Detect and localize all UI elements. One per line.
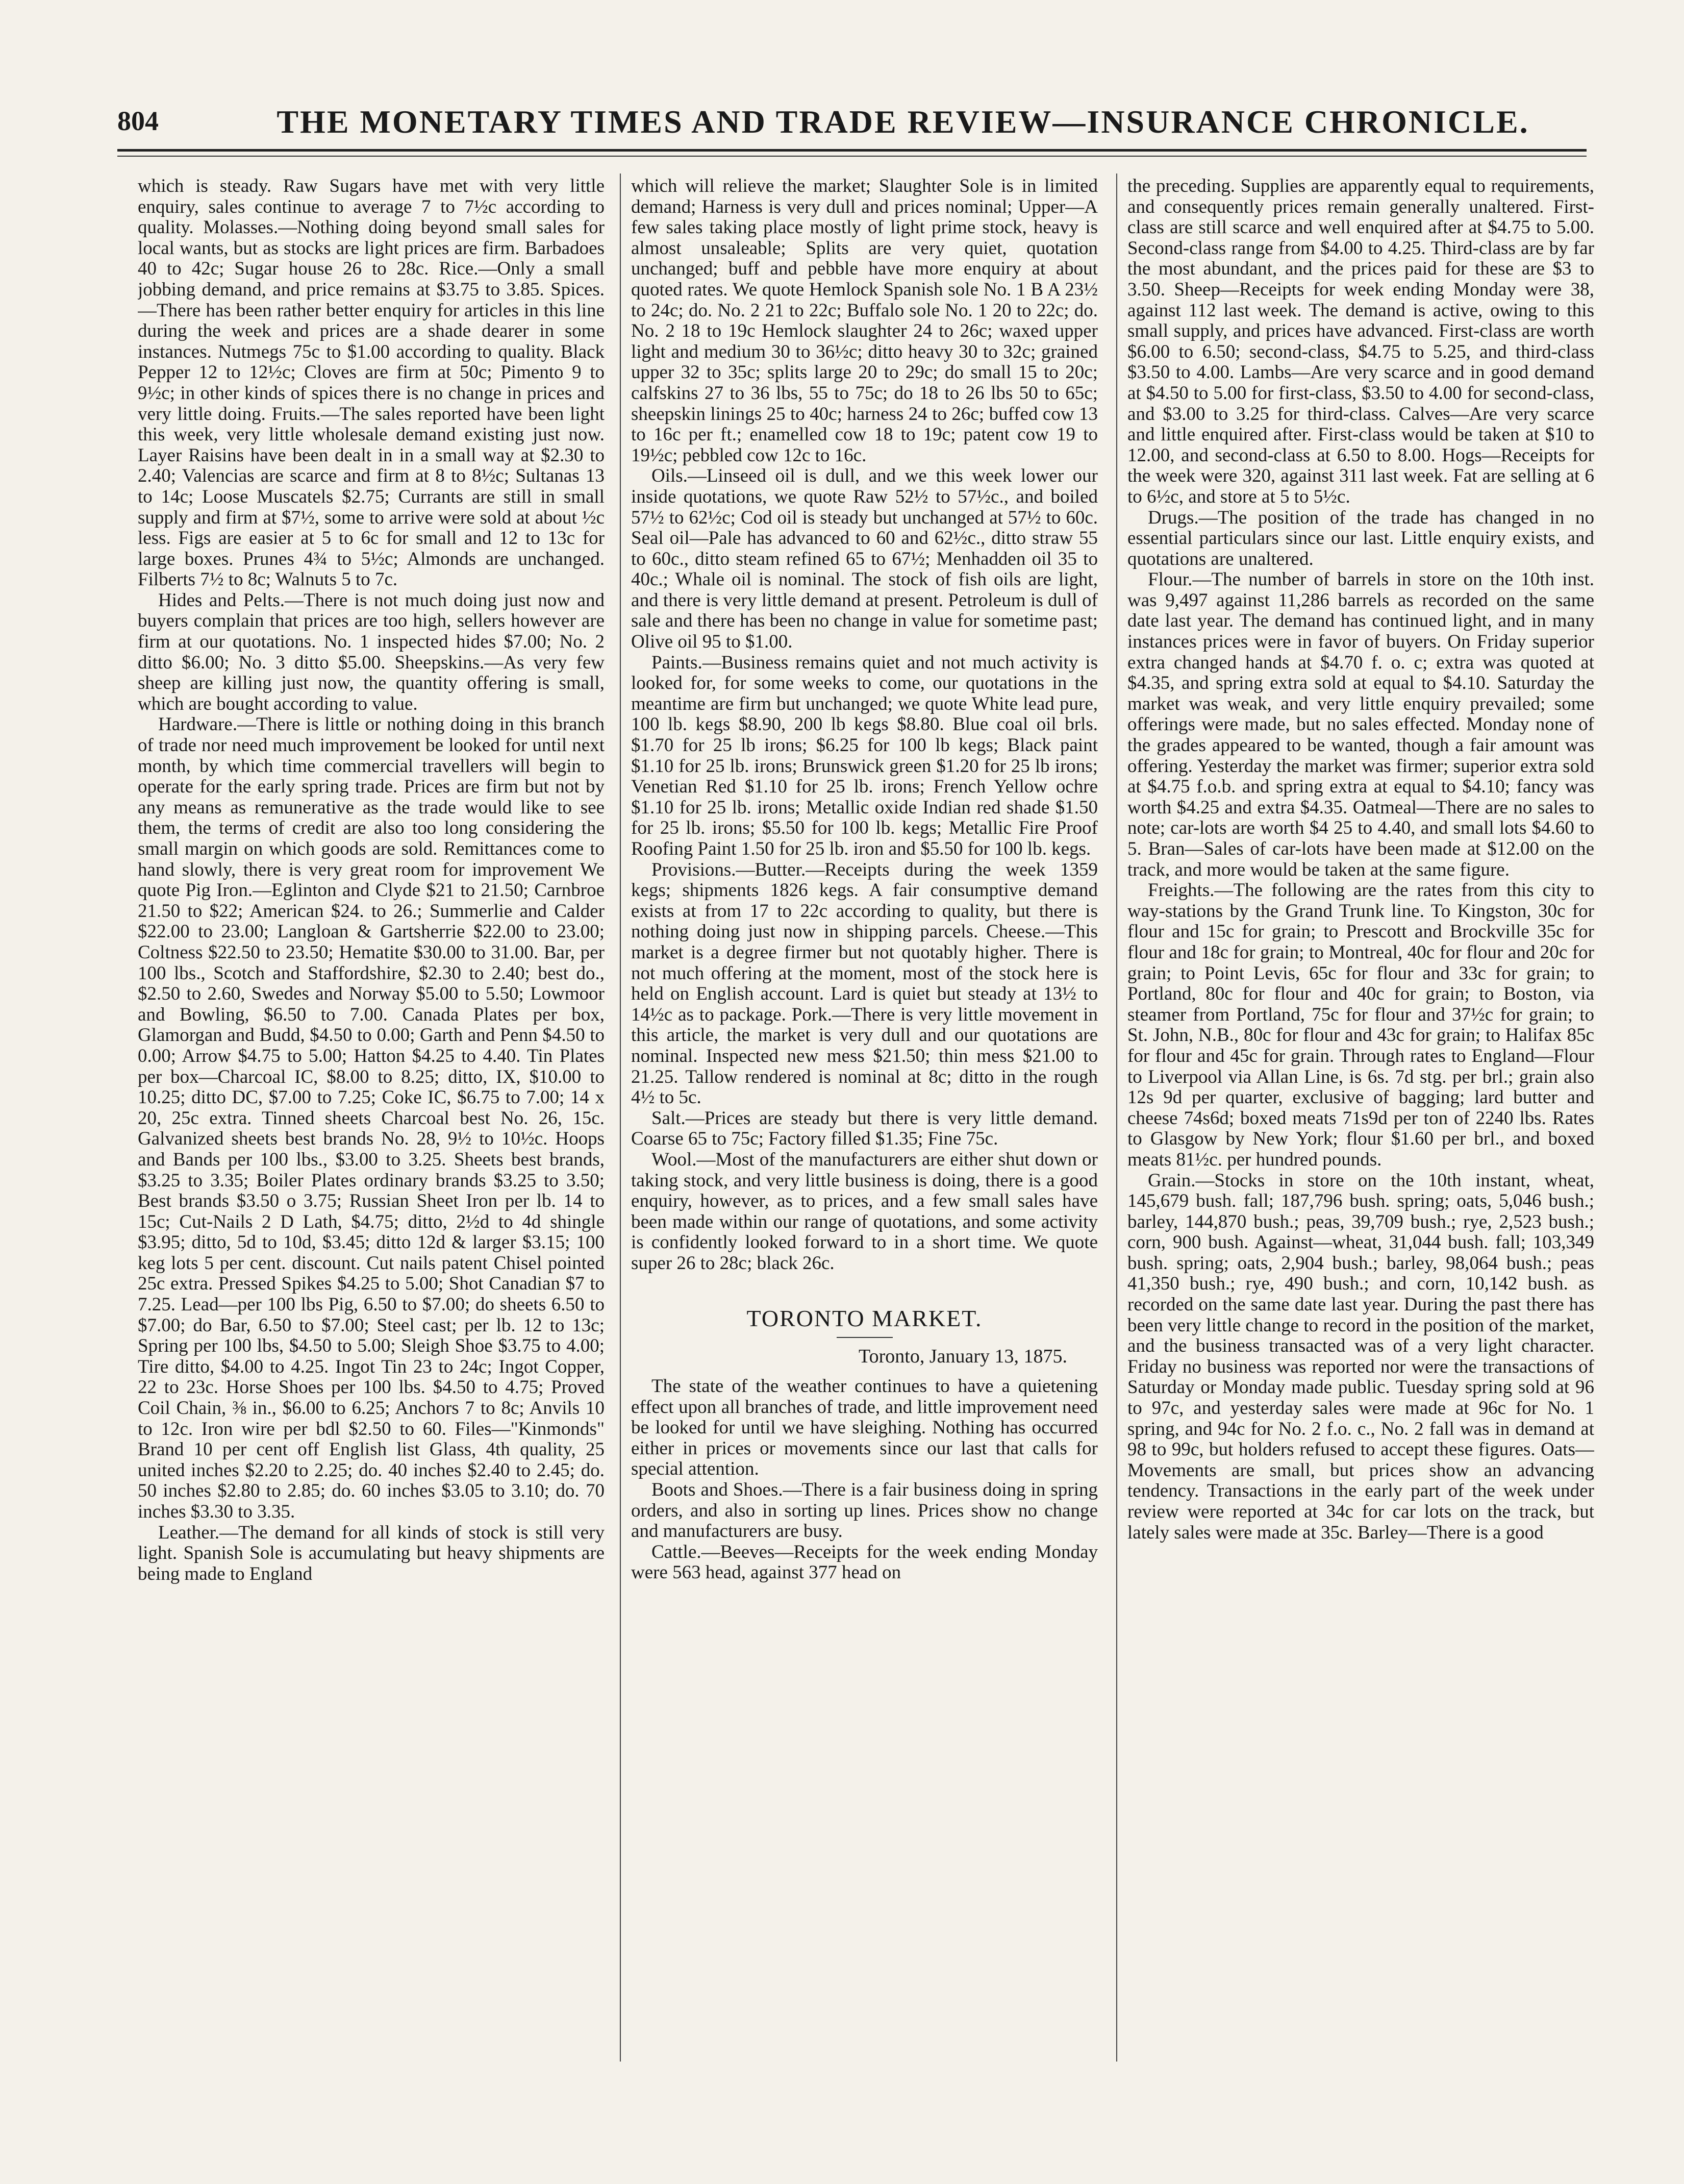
- column-divider: [1116, 173, 1117, 2062]
- page-number: 804: [117, 106, 159, 136]
- page-header: [117, 100, 1581, 141]
- running-head: THE MONETARY TIMES AND TRADE REVIEW—INSURANCE CHRONICLE.: [277, 104, 1529, 140]
- column-2: [631, 176, 1098, 2054]
- paragraph: Cattle.—Beeves—Receipts for the week ending Monday were 563 head, against 377 head on: [631, 1541, 1098, 1583]
- paragraph: Leather.—The demand for all kinds of stock is still very light. Spanish Sole is accumulating but heavy shipments are being made to England: [138, 1522, 605, 1584]
- column-1: [138, 176, 605, 2054]
- paragraph: Paints.—Business remains quiet and not much activity is looked for, for some weeks to come, our quotations in the meantime are firm but unchanged; we quote White lead pure, 100 lb. kegs $8.90, 200 lb kegs $8.80. Blue coal oil brls. $1.70 for 25 lb irons; $6.25 for 100 lb kegs; Black paint $1.10 for 25 lb. irons; Brunswick green $1.20 for 25 lb irons; Venetian Red $1.10 for 25 lb. irons; French Yellow ochre $1.10 for 25 lb. irons; Metallic oxide Indian red shade $1.50 for 25 lb. irons; $5.50 for 100 lb. kegs; Metallic Fire Proof Roofing Paint 1.50 for 25 lb. iron and $5.50 for 100 lb. kegs.: [631, 652, 1098, 859]
- paragraph: The state of the weather continues to have a quietening effect upon all branches of trade, and little improvement need be looked for until we have sleighing. Nothing has occurred either in prices or movements since our last that calls for special attention.: [631, 1376, 1098, 1480]
- paragraph: Hardware.—There is little or nothing doing in this branch of trade nor need much improvement be looked for until next month, by which time commercial travellers will begin to operate for the early spring trade. Prices are firm but not by any means as remunerative as the trade would like to see them, the terms of credit are also too long considering the small margin on which goods are sold. Remittances come to hand slowly, there is very great room for improvement We quote Pig Iron.—Eglinton and Clyde $21 to 21.50; Carnbroe 21.50 to $22; American $24. to 26.; Summerlie and Calder $22.00 to 23.00; Langloan & Gartsherrie $22.00 to 23.00; Coltness $22.50 to 23.50; Hematite $30.00 to 31.00. Bar, per 100 lbs., Scotch and Staffordshire, $2.30 to 2.40; best do., $2.50 to 2.60, Swedes and Norway $5.00 to 5.50; Lowmoor and Bowling, $6.50 to 7.00. Canada Plates per box, Glamorgan and Budd, $4.50 to 0.00; Garth and Penn $4.50 to 0.00; Arrow $4.75 to 5.00; Hatton $4.25 to 4.40. Tin Plates per box—Charcoal IC, $8.00 to 8.25; ditto, IX, $10.00 to 10.25; ditto DC, $7.00 to 7.25; Coke IC, $6.75 to 7.00; 14 x 20, 25c extra. Tinned sheets Charcoal best No. 26, 15c. Galvanized sheets best brands No. 28, 9½ to 10½c. Hoops and Bands per 100 lbs., $3.00 to 3.25. Sheets best brands, $3.25 to 3.35; Boiler Plates ordinary brands $3.25 to 3.50; Best brands $3.50 o 3.75; Russian Sheet Iron per lb. 14 to 15c; Cut-Nails 2 D Lath, $4.75; ditto, 2½d to 4d shingle $3.95; ditto, 5d to 10d, $3.45; ditto 12d & larger $3.15; 100 keg lots 5 per cent. discount. Cut nails patent Chisel pointed 25c extra. Pressed Spikes $4.25 to 5.00; Shot Canadian $7 to 7.25. Lead—per 100 lbs Pig, 6.50 to $7.00; do sheets 6.50 to $7.00; do Bar, 6.50 to $7.00; Steel cast; per lb. 12 to 13c; Spring per 100 lbs, $4.50 to 5.00; Sleigh Shoe $3.75 to 4.00; Tire ditto, $4.00 to 4.25. Ingot Tin 23 to 24c; Ingot Copper, 22 to 23c. Horse Shoes per 100 lbs. $4.50 to 4.75; Proved Coil Chain, ⅜ in., $6.00 to 6.25; Anchors 7 to 8c; Anvils 10 to 12c. Iron wire per bdl $2.50 to 60. Files—"Kinmonds" Brand 10 per cent off English list Glass, 4th quality, 25 united inches $2.20 to 2.25; do. 40 inches $2.40 to 2.45; do. 50 inches $2.80 to 2.85; do. 60 inches $3.05 to 3.10; do. 70 inches $3.30 to 3.35.: [138, 714, 605, 1522]
- paragraph: Oils.—Linseed oil is dull, and we this week lower our inside quotations, we quote Raw 52½ to 57½c., and boiled 57½ to 62½c; Cod oil is steady but unchanged at 57½ to 60c. Seal oil—Pale has advanced to 60 and 62½c., ditto straw 55 to 60c., ditto steam refined 65 to 67½; Menhadden oil 35 to 40c.; Whale oil is nominal. The stock of fish oils are light, and there is very little demand at present. Petroleum is dull of sale and there has been no change in value for sometime past; Olive oil 95 to $1.00.: [631, 465, 1098, 653]
- paragraph: Flour.—The number of barrels in store on the 10th inst. was 9,497 against 11,286 barrels as recorded on the same date last year. The demand has continued light, and in many instances prices were in favor of buyers. On Friday superior extra changed hands at $4.70 f. o. c; extra was quoted at $4.35, and spring extra sold at equal to $4.10. Saturday the market was weak, and very little enquiry prevailed; some offerings were made, but no sales effected. Monday none of the grades appeared to be wanted, though a fair amount was offering. Yesterday the market was firmer; superior extra sold at $4.75 f.o.b. and spring extra at equal to $4.10; fancy was worth $4.25 and extra $4.35. Oatmeal—There are no sales to note; car-lots are worth $4 25 to 4.40, and small lots $4.60 to 5. Bran—Sales of car-lots have been made at $12.00 on the track, and more would be taken at the same figure.: [1127, 569, 1594, 880]
- header-rule: [117, 149, 1587, 152]
- paragraph: the preceding. Supplies are apparently equal to requirements, and consequently prices remain generally unaltered. First-class are still scarce and well enquired after at $4.75 to 5.00. Second-class range from $4.00 to 4.25. Third-class are by far the most abundant, and the prices paid for these are $3 to 3.50. Sheep—Receipts for week ending Monday were 38, against 112 last week. The demand is active, owing to this small supply, and prices have advanced. First-class are worth $6.00 to 6.50; second-class, $4.75 to 5.25, and third-class $3.50 to 4.00. Lambs—Are very scarce and in good demand at $4.50 to 5.00 for first-class, $3.50 to 4.00 for second-class, and $3.00 to 3.25 for third-class. Calves—Are very scarce and little enquired after. First-class would be taken at $10 to 12.00, and second-class at 6.50 to 8.00. Hogs—Receipts for the week were 320, against 311 last week. Fat are selling at 6 to 6½c, and store at 5 to 5½c.: [1127, 176, 1594, 507]
- paragraph: Boots and Shoes.—There is a fair business doing in spring orders, and also in sorting up lines. Prices show no change and manufacturers are busy.: [631, 1479, 1098, 1542]
- paragraph: which will relieve the market; Slaughter Sole is in limited demand; Harness is very dull and prices nominal; Upper—A few sales taking place mostly of light prime stock, heavy is almost unsaleable; Splits are very quiet, quotation unchanged; buff and pebble have more enquiry at about quoted rates. We quote Hemlock Spanish sole No. 1 B A 23½ to 24c; do. No. 2 21 to 22c; Buffalo sole No. 1 20 to 22c; do. No. 2 18 to 19c Hemlock slaughter 24 to 26c; waxed upper light and medium 30 to 36½c; ditto heavy 30 to 32c; grained upper 32 to 35c; splits large 20 to 29c; do small 15 to 20c; calfskins 27 to 36 lbs, 55 to 75c; do 18 to 26 lbs 50 to 65c; sheepskin linings 25 to 40c; harness 24 to 26c; buffed cow 13 to 16c per ft.; enamelled cow 18 to 19c; patent cow 19 to 19½c; pebbled cow 12c to 16c.: [631, 176, 1098, 466]
- column-divider: [620, 173, 621, 2062]
- dateline: Toronto, January 13, 1875.: [859, 1346, 1067, 1368]
- column-3: [1127, 176, 1594, 2054]
- paragraph: Salt.—Prices are steady but there is very little demand. Coarse 65 to 75c; Factory filled $1.35; Fine 75c.: [631, 1107, 1098, 1150]
- paragraph: Wool.—Most of the manufacturers are either shut down or taking stock, and very little business is doing, there is a good enquiry, however, as to prices, and a few small sales have been made within our range of quotations, and some activity is confidently looked forward to in a short time. We quote super 26 to 28c; black 26c.: [631, 1149, 1098, 1274]
- paragraph: Grain.—Stocks in store on the 10th instant, wheat, 145,679 bush. fall; 187,796 bush. spring; oats, 5,046 bush.; barley, 144,870 bush.; peas, 39,709 bush.; rye, 2,523 bush.; corn, 900 bush. Against—wheat, 31,044 bush. fall; 103,349 bush. spring; oats, 2,904 bush.; barley, 98,064 bush.; peas 41,350 bush.; rye, 490 bush.; and corn, 10,142 bush. as recorded on the same date last year. During the past there has been very little change to record in the position of the market, and the business transacted was of a very light character. Friday no business was reported nor were the transactions of Saturday or Monday made public. Tuesday spring sold at 96 to 97c, and yesterday sales were made at 96c for No. 1 spring, and 94c for No. 2 f.o. c., No. 2 fall was in demand at 98 to 99c, but holders refused to accept these figures. Oats—Movements are small, but prices show an advancing tendency. Transactions in the early part of the week under review were reported at 34c for car lots on the track, but lately sales were made at 35c. Barley—There is a good: [1127, 1170, 1594, 1543]
- paragraph: Freights.—The following are the rates from this city to way-stations by the Grand Trunk line. To Kingston, 30c for flour and 15c for grain; to Prescott and Brockville 35c for flour and 18c for grain; to Montreal, 40c for flour and 20c for grain; to Point Levis, 65c for flour and 33c for grain; to Portland, 80c for flour and 40c for grain; to Boston, via steamer from Portland, 75c for flour and 37½c for grain; to St. John, N.B., 80c for flour and 43c for grain; to Halifax 85c for flour and 45c for grain. Through rates to England—Flour to Liverpool via Allan Line, is 6s. 7d stg. per brl.; grain also 12s 9d per quarter, exclusive of bagging; lard butter and cheese 74s6d; boxed meats 71s9d per ton of 2240 lbs. Rates to Glasgow by New York; flour $1.60 per brl., and boxed meats 81½c. per hundred pounds.: [1127, 880, 1594, 1170]
- section-title: TORONTO MARKET.: [746, 1305, 983, 1332]
- section-rule: [837, 1337, 893, 1338]
- paragraph: Drugs.—The position of the trade has changed in no essential particulars since our last. Little enquiry exists, and quotations are unaltered.: [1127, 507, 1594, 569]
- paragraph: Provisions.—Butter.—Receipts during the week 1359 kegs; shipments 1826 kegs. A fair consumptive demand exists at from 17 to 22c according to quality, but there is nothing doing just now in shipping parcels. Cheese.—This market is a degree firmer but not quotably higher. There is not much offering at the moment, most of the stock here is held on English account. Lard is quiet but steady at 13½ to 14½c as to package. Pork.—There is very little movement in this article, the market is very dull and our quotations are nominal. Inspected new mess $21.50; thin mess $21.00 to 21.25. Tallow rendered is nominal at 8c; ditto in the rough 4½ to 5c.: [631, 859, 1098, 1108]
- paragraph: which is steady. Raw Sugars have met with very little enquiry, sales continue to average 7 to 7½c according to quality. Molasses.—Nothing doing beyond small sales for local wants, but as stocks are light prices are firm. Barbadoes 40 to 42c; Sugar house 26 to 28c. Rice.—Only a small jobbing demand, and price remains at $3.75 to 3.85. Spices.—There has been rather better enquiry for articles in this line during the week and prices are a shade dearer in some instances. Nutmegs 75c to $1.00 according to quality. Black Pepper 12 to 12½c; Cloves are firm at 50c; Pimento 9 to 9½c; in other kinds of spices there is no change in prices and very little doing. Fruits.—The sales reported have been light this week, very little wholesale demand existing just now. Layer Raisins have been dealt in in a small way at $2.30 to 2.40; Valencias are scarce and firm at 8 to 8½c; Sultanas 13 to 14c; Loose Muscatels $2.75; Currants are still in small supply and firm at $7½, some to arrive were sold at about ½c less. Figs are easier at 5 to 6c for small and 12 to 13c for large boxes. Prunes 4¾ to 5½c; Almonds are unchanged. Filberts 7½ to 8c; Walnuts 5 to 7c.: [138, 176, 605, 590]
- header-rule-thin: [117, 156, 1587, 157]
- paragraph: Hides and Pelts.—There is not much doing just now and buyers complain that prices are too high, sellers however are firm at our quotations. No. 1 inspected hides $7.00; No. 2 ditto $6.00; No. 3 ditto $5.00. Sheepskins.—As very few sheep are killing just now, the quantity offering is small, which are bought according to value.: [138, 589, 605, 714]
